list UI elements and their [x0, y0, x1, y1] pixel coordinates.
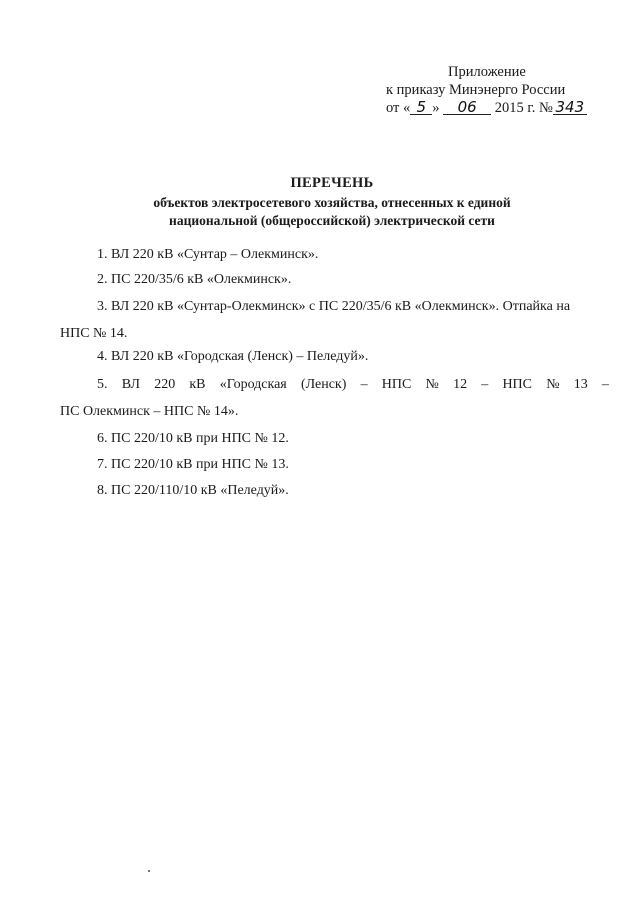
item5-word: ВЛ [121, 377, 140, 392]
item5-word: № [546, 377, 560, 392]
list-subtitle-line1: объектов электросетевого хозяйства, отнесенных к единой [153, 195, 511, 210]
item5-word: 5. [97, 377, 108, 392]
item5-word: 12 [453, 377, 468, 392]
item5-word: – [481, 377, 489, 392]
list-subtitle-line2: национальной (общероссийской) электрической сети [169, 213, 495, 228]
item5-word: 220 [154, 377, 176, 392]
item5-word: НПС [381, 377, 412, 392]
list-item: 1. ВЛ 220 кВ «Сунтар – Олекминск». [97, 247, 319, 262]
list-item: 3. ВЛ 220 кВ «Сунтар-Олекминск» с ПС 220/35/6 кВ «Олекминск». Отпайка на [97, 299, 571, 314]
item5-word: № [425, 377, 439, 392]
item5-word: «Городская [219, 377, 287, 392]
item5-word: кВ [189, 377, 206, 392]
list-item-justified [97, 377, 609, 393]
order-number-handwritten: 343 [553, 100, 587, 115]
date-prefix: от « [386, 100, 411, 116]
list-item: 8. ПС 220/110/10 кВ «Пеледуй». [97, 483, 289, 498]
date-month-handwritten: 06 [443, 100, 491, 115]
list-item: 7. ПС 220/10 кВ при НПС № 13. [97, 457, 289, 472]
list-item-continuation: ПС Олекминск – НПС № 14». [60, 404, 239, 419]
item5-word: НПС [502, 377, 532, 392]
list-title: ПЕРЕЧЕНЬ [290, 175, 374, 191]
list-item-continuation: НПС № 14. [60, 326, 128, 341]
item5-word: (Ленск) [300, 377, 347, 392]
item5-word: – [360, 377, 368, 392]
item5-word: – [601, 377, 609, 392]
list-item: 6. ПС 220/10 кВ при НПС № 12. [97, 431, 289, 446]
date-day-close: » [432, 100, 440, 116]
date-day-handwritten: 5 [410, 100, 432, 115]
date-year-number-label: 2015 г. № [494, 100, 553, 116]
appendix-title: Приложение [448, 64, 526, 80]
list-item: 4. ВЛ 220 кВ «Городская (Ленск) – Пеледуй». [97, 349, 369, 364]
list-item: 2. ПС 220/35/6 кВ «Олекминск». [97, 272, 292, 287]
item5-word: 13 [573, 377, 588, 392]
scan-speck [148, 870, 150, 872]
appendix-order-ref: к приказу Минэнерго России [386, 82, 566, 98]
